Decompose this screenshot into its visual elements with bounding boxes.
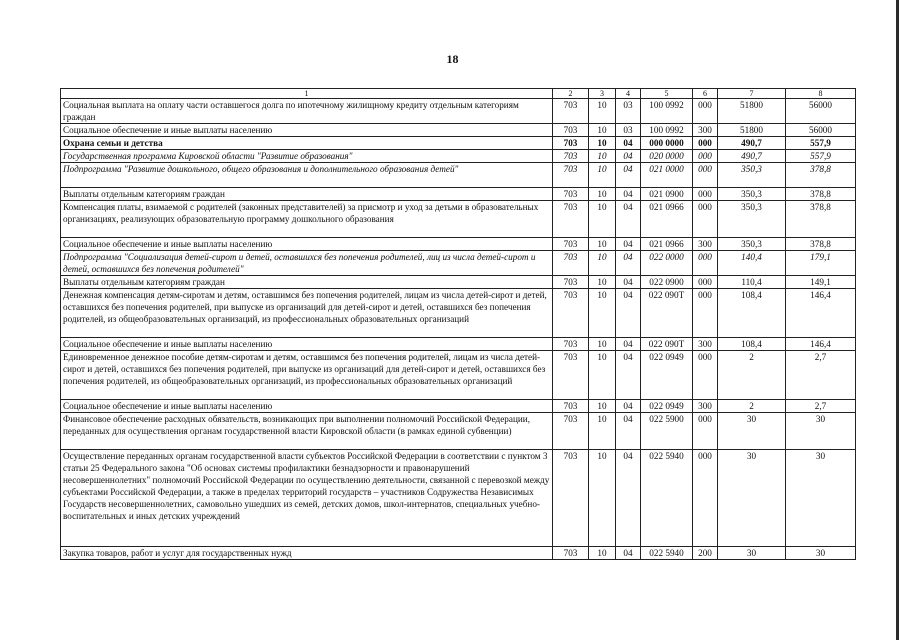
cell-ministry: 703 <box>553 276 589 289</box>
cell-amount-2: 56000 <box>786 124 856 137</box>
row-name: Охрана семьи и детства <box>61 137 553 150</box>
cell-subsection: 04 <box>616 450 641 547</box>
table-row <box>61 238 856 251</box>
cell-ministry: 703 <box>553 251 589 276</box>
cell-expense-type: 300 <box>693 400 718 413</box>
cell-target-article: 022 090Т <box>641 338 693 351</box>
cell-section: 10 <box>589 400 616 413</box>
row-name: Подпрограмма "Развитие дошкольного, общего образования и дополнительного образования детей" <box>61 163 553 188</box>
cell-section: 10 <box>589 150 616 163</box>
table-row <box>61 276 856 289</box>
header-cell-6: 6 <box>693 89 718 99</box>
cell-section: 10 <box>589 201 616 238</box>
cell-amount-2: 557,9 <box>786 137 856 150</box>
row-name: Компенсация платы, взимаемой с родителей (законных представителей) за присмотр и уход за детьми в образовательных организациях, реализующих образовательную программу дошкольного образования <box>61 201 553 238</box>
table-row <box>61 400 856 413</box>
cell-subsection: 04 <box>616 188 641 201</box>
row-name: Выплаты отдельным категориям граждан <box>61 188 553 201</box>
cell-section: 10 <box>589 450 616 547</box>
table-row <box>61 150 856 163</box>
cell-subsection: 04 <box>616 289 641 338</box>
cell-ministry: 703 <box>553 338 589 351</box>
cell-ministry: 703 <box>553 124 589 137</box>
cell-target-article: 000 0000 <box>641 137 693 150</box>
cell-amount-1: 30 <box>718 413 786 450</box>
table-row <box>61 251 856 276</box>
cell-subsection: 04 <box>616 163 641 188</box>
row-name: Закупка товаров, работ и услуг для государственных нужд <box>61 547 553 560</box>
cell-amount-2: 149,1 <box>786 276 856 289</box>
cell-ministry: 703 <box>553 201 589 238</box>
cell-amount-2: 30 <box>786 450 856 547</box>
cell-amount-1: 350,3 <box>718 201 786 238</box>
cell-amount-2: 378,8 <box>786 238 856 251</box>
table-row <box>61 547 856 560</box>
header-cell-2: 2 <box>553 89 589 99</box>
cell-target-article: 022 090Т <box>641 289 693 338</box>
table-row <box>61 163 856 188</box>
cell-expense-type: 000 <box>693 150 718 163</box>
header-cell-5: 5 <box>641 89 693 99</box>
cell-amount-1: 108,4 <box>718 289 786 338</box>
row-name: Социальная выплата на оплату части оставшегося долга по ипотечному жилищному кредиту отдельным категориям граждан <box>61 99 553 124</box>
cell-target-article: 022 5940 <box>641 547 693 560</box>
cell-section: 10 <box>589 124 616 137</box>
cell-target-article: 022 5900 <box>641 413 693 450</box>
cell-amount-1: 350,3 <box>718 238 786 251</box>
cell-ministry: 703 <box>553 188 589 201</box>
cell-section: 10 <box>589 137 616 150</box>
cell-target-article: 022 5940 <box>641 450 693 547</box>
cell-ministry: 703 <box>553 137 589 150</box>
table-row <box>61 99 856 124</box>
cell-ministry: 703 <box>553 351 589 400</box>
header-row <box>61 89 856 99</box>
cell-expense-type: 000 <box>693 450 718 547</box>
row-name: Выплаты отдельным категориям граждан <box>61 276 553 289</box>
cell-subsection: 03 <box>616 124 641 137</box>
table-row <box>61 413 856 450</box>
scan-edge-line <box>896 0 899 640</box>
row-name: Денежная компенсация детям-сиротам и детям, оставшимся без попечения родителей, лицам из числа детей-сирот и детей, оставшихся без попечения родителей, при выпуске из организаций для детей-сирот и детей, оставшихся без попечения родителей, из общеобразовательных организаций, из профессиональных образовательных организаций <box>61 289 553 338</box>
cell-target-article: 021 0900 <box>641 188 693 201</box>
row-name: Социальное обеспечение и иные выплаты населению <box>61 238 553 251</box>
cell-subsection: 03 <box>616 99 641 124</box>
cell-subsection: 04 <box>616 251 641 276</box>
cell-target-article: 021 0966 <box>641 238 693 251</box>
cell-section: 10 <box>589 547 616 560</box>
cell-amount-2: 557,9 <box>786 150 856 163</box>
cell-amount-2: 30 <box>786 547 856 560</box>
cell-expense-type: 000 <box>693 99 718 124</box>
cell-target-article: 021 0966 <box>641 201 693 238</box>
row-name: Единовременное денежное пособие детям-сиротам и детям, оставшимся без попечения родителей, лицам из числа детей-сирот и детей, оставшихся без попечения родителей, при выпуске из организаций для детей-сирот и детей, оставшихся без попечения родителей, из общеобразовательных организаций, из профессиональных образовательных организаций <box>61 351 553 400</box>
cell-amount-1: 30 <box>718 547 786 560</box>
header-cell-1: 1 <box>61 89 553 99</box>
cell-amount-2: 146,4 <box>786 338 856 351</box>
cell-section: 10 <box>589 238 616 251</box>
cell-subsection: 04 <box>616 137 641 150</box>
row-name: Осуществление переданных органам государственной власти субъектов Российской Федерации в соответствии с пунктом 3 статьи 25 Федерального закона "Об основах системы профилактики безнадзорности и правонарушений несовершеннолетних" полномочий Российской Федерации по осуществлению деятельности, связанной с перевозкой между субъектами Российской Федерации, а также в пределах территорий государств – участников Содружества Независимых Государств несовершеннолетних, самовольно ушедших из семей, детских домов, школ-интернатов, специальных учебно-воспитательных и иных детских учреждений <box>61 450 553 547</box>
cell-amount-2: 30 <box>786 413 856 450</box>
cell-target-article: 022 0900 <box>641 276 693 289</box>
cell-expense-type: 000 <box>693 188 718 201</box>
cell-expense-type: 200 <box>693 547 718 560</box>
cell-target-article: 020 0000 <box>641 150 693 163</box>
cell-amount-1: 51800 <box>718 124 786 137</box>
table-row <box>61 351 856 400</box>
row-name: Государственная программа Кировской области "Развитие образования" <box>61 150 553 163</box>
cell-amount-1: 350,3 <box>718 163 786 188</box>
cell-amount-2: 179,1 <box>786 251 856 276</box>
cell-target-article: 021 0000 <box>641 163 693 188</box>
header-cell-8: 8 <box>786 89 856 99</box>
cell-subsection: 04 <box>616 150 641 163</box>
table-row <box>61 201 856 238</box>
cell-amount-1: 30 <box>718 450 786 547</box>
cell-amount-2: 378,8 <box>786 188 856 201</box>
row-name: Социальное обеспечение и иные выплаты населению <box>61 338 553 351</box>
table-row <box>61 289 856 338</box>
header-cell-4: 4 <box>616 89 641 99</box>
cell-amount-1: 110,4 <box>718 276 786 289</box>
cell-expense-type: 000 <box>693 351 718 400</box>
cell-amount-2: 378,8 <box>786 163 856 188</box>
cell-expense-type: 300 <box>693 338 718 351</box>
cell-ministry: 703 <box>553 400 589 413</box>
cell-subsection: 04 <box>616 400 641 413</box>
cell-subsection: 04 <box>616 547 641 560</box>
cell-section: 10 <box>589 276 616 289</box>
row-name: Социальное обеспечение и иные выплаты населению <box>61 400 553 413</box>
cell-amount-1: 490,7 <box>718 137 786 150</box>
cell-section: 10 <box>589 188 616 201</box>
header-cell-7: 7 <box>718 89 786 99</box>
cell-ministry: 703 <box>553 163 589 188</box>
cell-ministry: 703 <box>553 547 589 560</box>
cell-target-article: 022 0949 <box>641 400 693 413</box>
cell-expense-type: 300 <box>693 238 718 251</box>
cell-ministry: 703 <box>553 289 589 338</box>
cell-target-article: 022 0949 <box>641 351 693 400</box>
cell-ministry: 703 <box>553 450 589 547</box>
table-row <box>61 124 856 137</box>
cell-amount-1: 350,3 <box>718 188 786 201</box>
cell-amount-1: 51800 <box>718 99 786 124</box>
cell-section: 10 <box>589 413 616 450</box>
cell-subsection: 04 <box>616 201 641 238</box>
cell-target-article: 100 0992 <box>641 124 693 137</box>
cell-subsection: 04 <box>616 238 641 251</box>
table-row <box>61 137 856 150</box>
row-name: Подпрограмма "Социализация детей-сирот и детей, оставшихся без попечения родителей, лиц из числа детей-сирот и детей, оставшихся без попечения родителей" <box>61 251 553 276</box>
cell-expense-type: 000 <box>693 289 718 338</box>
row-name: Финансовое обеспечение расходных обязательств, возникающих при выполнении полномочий Российской Федерации, переданных для осуществления органам государственной власти Кировской области (в рамках единой субвенции) <box>61 413 553 450</box>
cell-subsection: 04 <box>616 338 641 351</box>
cell-expense-type: 000 <box>693 137 718 150</box>
table-row <box>61 188 856 201</box>
row-name: Социальное обеспечение и иные выплаты населению <box>61 124 553 137</box>
table-row <box>61 450 856 547</box>
cell-amount-2: 2,7 <box>786 400 856 413</box>
cell-section: 10 <box>589 338 616 351</box>
cell-section: 10 <box>589 351 616 400</box>
cell-amount-2: 2,7 <box>786 351 856 400</box>
cell-section: 10 <box>589 99 616 124</box>
budget-table <box>60 88 856 560</box>
cell-section: 10 <box>589 289 616 338</box>
cell-target-article: 100 0992 <box>641 99 693 124</box>
cell-ministry: 703 <box>553 238 589 251</box>
cell-amount-1: 108,4 <box>718 338 786 351</box>
header-cell-3: 3 <box>589 89 616 99</box>
page-number: 18 <box>446 52 459 66</box>
cell-expense-type: 000 <box>693 163 718 188</box>
cell-expense-type: 300 <box>693 124 718 137</box>
cell-amount-2: 56000 <box>786 99 856 124</box>
cell-amount-2: 146,4 <box>786 289 856 338</box>
cell-section: 10 <box>589 163 616 188</box>
cell-amount-1: 140,4 <box>718 251 786 276</box>
cell-amount-1: 490,7 <box>718 150 786 163</box>
cell-ministry: 703 <box>553 150 589 163</box>
cell-expense-type: 000 <box>693 251 718 276</box>
table-row <box>61 338 856 351</box>
cell-amount-2: 378,8 <box>786 201 856 238</box>
cell-subsection: 04 <box>616 413 641 450</box>
cell-ministry: 703 <box>553 413 589 450</box>
cell-target-article: 022 0000 <box>641 251 693 276</box>
cell-subsection: 04 <box>616 276 641 289</box>
cell-subsection: 04 <box>616 351 641 400</box>
cell-expense-type: 000 <box>693 201 718 238</box>
cell-expense-type: 000 <box>693 276 718 289</box>
cell-amount-1: 2 <box>718 351 786 400</box>
cell-section: 10 <box>589 251 616 276</box>
cell-ministry: 703 <box>553 99 589 124</box>
cell-amount-1: 2 <box>718 400 786 413</box>
cell-expense-type: 000 <box>693 413 718 450</box>
